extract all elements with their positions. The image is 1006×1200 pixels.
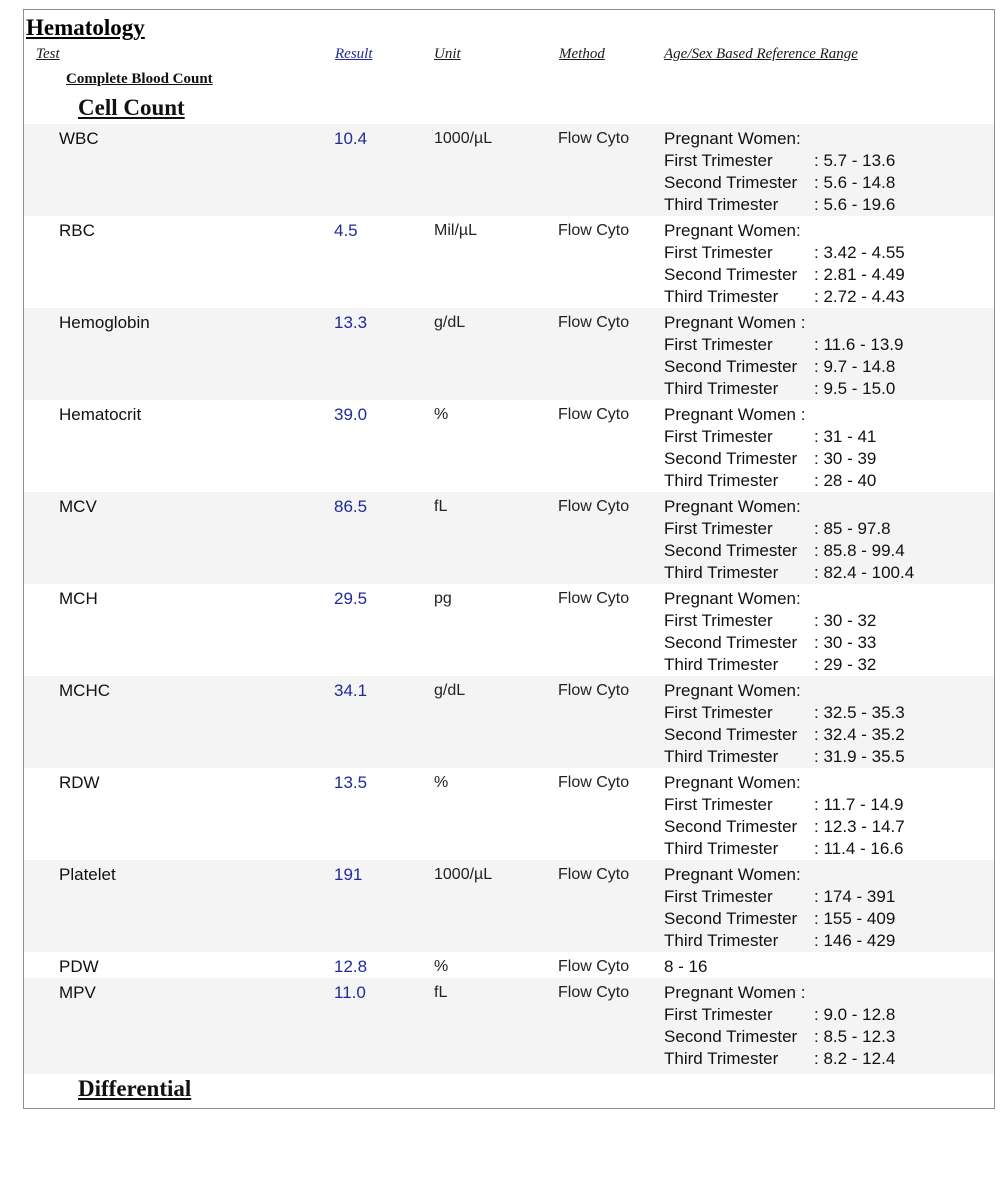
trimester-range: : 5.6 - 14.8 [814,173,896,192]
test-name: MPV [59,983,96,1002]
reference-range-heading: Pregnant Women : [664,405,806,424]
trimester-label: Second Trimester [664,633,798,652]
table-row [24,768,994,860]
test-unit: Mil/µL [434,222,477,239]
reference-range-line [664,838,905,860]
test-method: Flow Cyto [558,314,630,331]
trimester-label: Third Trimester [664,471,779,490]
column-header-reference-range: Age/Sex Based Reference Range [664,46,858,62]
test-result: 11.0 [334,983,366,1002]
test-method: Flow Cyto [558,958,630,975]
test-result: 4.5 [334,221,358,240]
trimester-label: First Trimester [664,427,773,446]
reference-range-line [664,930,895,952]
trimester-label: Third Trimester [664,931,779,950]
trimester-range: : 29 - 32 [814,655,877,674]
test-method: Flow Cyto [558,774,630,791]
test-unit: 1000/µL [434,130,493,147]
test-result: 13.3 [334,313,368,332]
trimester-range: : 2.72 - 4.43 [814,287,905,306]
test-method: Flow Cyto [558,222,630,239]
trimester-range: : 31 - 41 [814,427,877,446]
reference-range [664,220,905,308]
trimester-range: : 155 - 409 [814,909,896,928]
trimester-range: : 9.5 - 15.0 [814,379,896,398]
trimester-label: Second Trimester [664,909,798,928]
reference-range [664,982,895,1070]
reference-range-heading: Pregnant Women: [664,865,801,884]
trimester-label: Third Trimester [664,655,779,674]
table-row [24,676,994,768]
reference-range-line [664,886,895,908]
reference-range-line [664,1026,895,1048]
trimester-label: First Trimester [664,519,773,538]
reference-range-line [664,286,905,308]
trimester-range: : 11.7 - 14.9 [814,795,904,814]
test-unit: pg [434,590,452,607]
reference-range-line [664,194,895,216]
column-header-test: Test [36,46,60,62]
trimester-range: : 85 - 97.8 [814,519,891,538]
reference-range-line [664,794,905,816]
test-unit: fL [434,498,448,515]
reference-range [664,128,895,216]
test-name: Hemoglobin [59,313,150,332]
reference-range [664,772,905,860]
group-title-differential: Differential [78,1076,192,1101]
reference-range-heading: 8 - 16 [664,957,708,976]
trimester-label: First Trimester [664,887,773,906]
test-result: 191 [334,865,363,884]
trimester-label: Third Trimester [664,1049,779,1068]
reference-range-line [664,378,903,400]
test-unit: % [434,958,449,975]
trimester-range: : 3.42 - 4.55 [814,243,905,262]
table-row [24,860,994,952]
reference-range [664,312,903,400]
reference-range-line [664,334,903,356]
trimester-range: : 30 - 39 [814,449,877,468]
reference-range [664,404,876,492]
reference-range-heading: Pregnant Women : [664,313,806,332]
trimester-range: : 32.5 - 35.3 [814,703,905,722]
reference-range-line [664,610,876,632]
trimester-label: Third Trimester [664,839,779,858]
reference-range-line [664,1048,895,1070]
test-result: 10.4 [334,129,368,148]
test-result: 13.5 [334,773,368,792]
test-name: MCH [59,589,98,608]
reference-range-line [664,264,905,286]
reference-range-line [664,150,895,172]
trimester-label: Second Trimester [664,357,798,376]
reference-range-line [664,1004,895,1026]
group-title-cell-count: Cell Count [78,95,185,120]
table-row [24,584,994,676]
reference-range-line [664,654,876,676]
column-header-result: Result [335,46,373,62]
test-name: RDW [59,773,100,792]
reference-range-line [664,356,903,378]
trimester-range: : 32.4 - 35.2 [814,725,905,744]
trimester-label: First Trimester [664,611,773,630]
panel-title: Complete Blood Count [66,71,213,87]
trimester-label: First Trimester [664,151,773,170]
trimester-range: : 8.2 - 12.4 [814,1049,896,1068]
reference-range [664,496,914,584]
trimester-label: Second Trimester [664,173,798,192]
table-row [24,124,994,216]
reference-range [664,956,707,978]
trimester-range: : 9.0 - 12.8 [814,1005,896,1024]
reference-range-line [664,470,876,492]
table-row [24,308,994,400]
trimester-label: First Trimester [664,703,773,722]
trimester-label: Third Trimester [664,563,779,582]
test-method: Flow Cyto [558,406,630,423]
test-method: Flow Cyto [558,498,630,515]
test-name: RBC [59,221,95,240]
test-name: Hematocrit [59,405,142,424]
column-header-method: Method [559,46,605,62]
trimester-label: Second Trimester [664,725,798,744]
test-method: Flow Cyto [558,590,630,607]
trimester-range: : 9.7 - 14.8 [814,357,896,376]
reference-range-heading: Pregnant Women: [664,681,801,700]
trimester-label: Second Trimester [664,449,798,468]
column-header-unit: Unit [434,46,461,62]
trimester-label: Third Trimester [664,287,779,306]
test-unit: % [434,774,449,791]
test-name: WBC [59,129,99,148]
trimester-range: : 5.7 - 13.6 [814,151,896,170]
test-method: Flow Cyto [558,984,630,1001]
reference-range-heading: Pregnant Women: [664,129,801,148]
reference-range-line [664,172,895,194]
trimester-range: : 82.4 - 100.4 [814,563,915,582]
trimester-label: First Trimester [664,243,773,262]
reference-range-line [664,242,905,264]
reference-range-heading: Pregnant Women: [664,497,801,516]
trimester-label: Second Trimester [664,541,798,560]
reference-range-line [664,426,876,448]
test-unit: fL [434,984,448,1001]
table-row [24,978,994,1074]
trimester-label: Second Trimester [664,1027,798,1046]
test-method: Flow Cyto [558,866,630,883]
trimester-range: : 30 - 33 [814,633,877,652]
test-unit: 1000/µL [434,866,493,883]
test-method: Flow Cyto [558,682,630,699]
test-method: Flow Cyto [558,130,630,147]
table-row [24,492,994,584]
test-name: PDW [59,957,99,976]
trimester-range: : 30 - 32 [814,611,877,630]
trimester-range: : 31.9 - 35.5 [814,747,905,766]
reference-range-heading: Pregnant Women: [664,589,801,608]
reference-range-heading: Pregnant Women : [664,983,806,1002]
test-result: 12.8 [334,957,368,976]
reference-range-line [664,724,905,746]
reference-range-line [664,562,914,584]
test-result: 29.5 [334,589,368,608]
reference-range [664,680,905,768]
trimester-label: Third Trimester [664,747,779,766]
reference-range-line [664,540,914,562]
trimester-label: Second Trimester [664,817,798,836]
trimester-label: First Trimester [664,1005,773,1024]
test-name: MCHC [59,681,110,700]
reference-range-line [664,816,905,838]
trimester-range: : 174 - 391 [814,887,896,906]
trimester-label: First Trimester [664,795,773,814]
reference-range-line [664,702,905,724]
test-unit: g/dL [434,682,466,699]
trimester-label: Second Trimester [664,265,798,284]
trimester-label: Third Trimester [664,379,779,398]
trimester-range: : 2.81 - 4.49 [814,265,905,284]
reference-range-heading: Pregnant Women: [664,773,801,792]
reference-range-line [664,518,914,540]
test-name: Platelet [59,865,116,884]
reference-range-line [664,908,895,930]
trimester-label: First Trimester [664,335,773,354]
reference-range-line [664,632,876,654]
trimester-range: : 146 - 429 [814,931,896,950]
section-title: Hematology [26,15,145,40]
reference-range-heading: Pregnant Women: [664,221,801,240]
test-result: 86.5 [334,497,368,516]
reference-range-line [664,448,876,470]
test-result: 39.0 [334,405,368,424]
test-unit: % [434,406,449,423]
trimester-range: : 85.8 - 99.4 [814,541,905,560]
lab-report-sheet [23,9,995,1109]
table-row [24,952,994,978]
trimester-range: : 11.4 - 16.6 [814,839,904,858]
reference-range [664,588,876,676]
test-unit: g/dL [434,314,466,331]
trimester-range: : 8.5 - 12.3 [814,1027,896,1046]
reference-range-line [664,746,905,768]
reference-range [664,864,895,952]
trimester-range: : 12.3 - 14.7 [814,817,905,836]
table-row [24,216,994,308]
trimester-range: : 11.6 - 13.9 [814,335,904,354]
trimester-range: : 28 - 40 [814,471,877,490]
test-result: 34.1 [334,681,368,700]
trimester-range: : 5.6 - 19.6 [814,195,896,214]
trimester-label: Third Trimester [664,195,779,214]
test-name: MCV [59,497,97,516]
table-row [24,400,994,492]
